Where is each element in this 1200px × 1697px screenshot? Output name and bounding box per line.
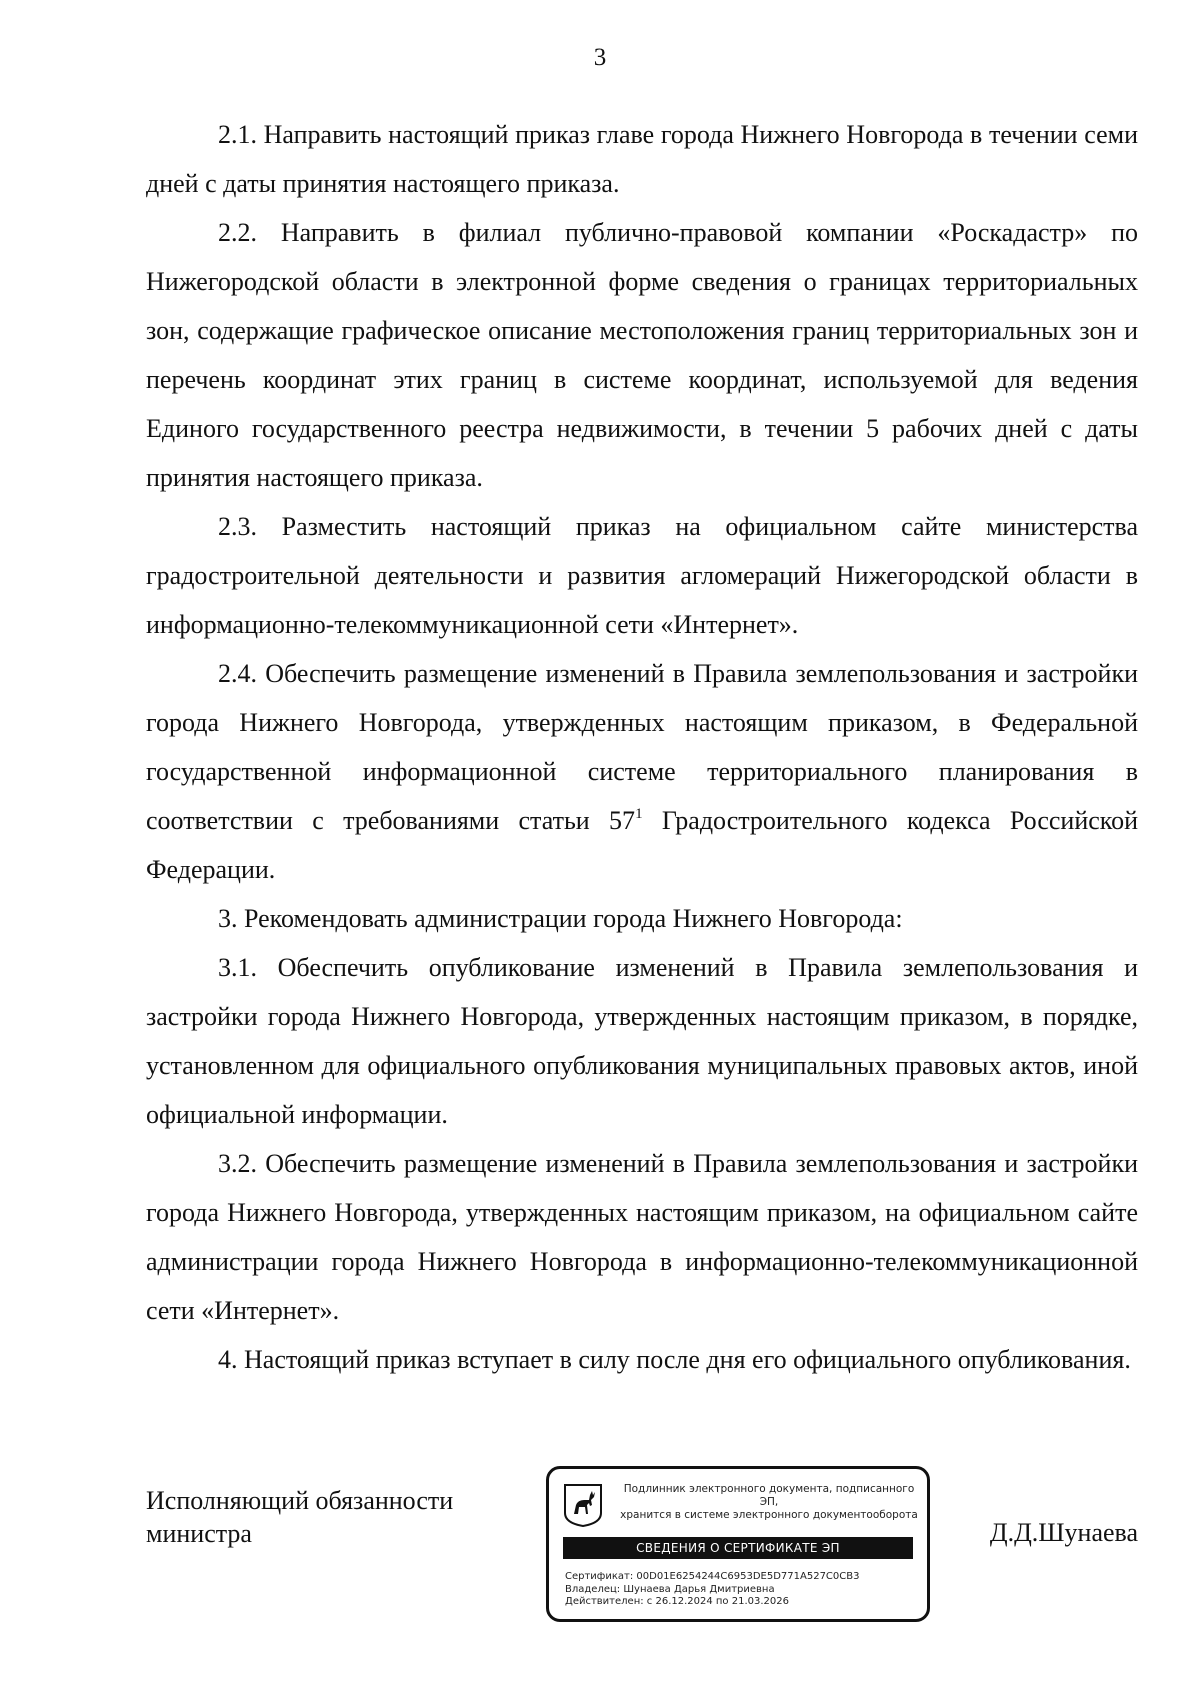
paragraph-2-1: 2.1. Направить настоящий приказ главе города Нижнего Новгорода в течении семи дней с даты принятия настоящего приказа. xyxy=(146,120,1138,198)
paragraph-2-4-text: 2.4. Обеспечить размещение изменений в Правила землепользования и застройки города Нижнего Новгорода, утвержденных настоящим приказом, в Федеральной государственной информационной системе территориального планирования в соответствии с требованиями статьи 57 xyxy=(146,659,1138,835)
stamp-certificate-header: СВЕДЕНИЯ О СЕРТИФИКАТЕ ЭП xyxy=(563,1537,913,1559)
signer-position-line2: министра xyxy=(146,1519,252,1548)
paragraph-3-1: 3.1. Обеспечить опубликование изменений в Правила землепользования и застройки города Нижнего Новгорода, утвержденных настоящим приказом, в порядке, установленном для официального опубликования муниципальных правовых актов, иной официальной информации. xyxy=(146,953,1138,1129)
stamp-details xyxy=(565,1571,859,1609)
paragraph-2-3: 2.3. Разместить настоящий приказ на официальном сайте министерства градостроительной деятельности и развития агломераций Нижегородской области в информационно-телекоммуникационной сети «Интернет». xyxy=(146,512,1138,639)
document-body xyxy=(146,110,1138,1384)
paragraph-2-4-text-end: Градостроительного кодекса Российской Федерации. xyxy=(146,806,1138,884)
signer-position-line1: Исполняющий обязанности xyxy=(146,1486,454,1515)
certificate-owner: Владелец: Шунаева Дарья Дмитриевна xyxy=(565,1583,775,1595)
superscript-one: 1 xyxy=(635,806,643,822)
deer-emblem-icon xyxy=(563,1483,603,1527)
electronic-signature-stamp xyxy=(546,1466,930,1622)
paragraph-2-4 xyxy=(146,649,1138,894)
paragraph-4: 4. Настоящий приказ вступает в силу после дня его официального опубликования. xyxy=(218,1345,1131,1374)
stamp-note-line1: Подлинник электронного документа, подписанного ЭП, xyxy=(623,1483,915,1508)
certificate-validity: Действителен: с 26.12.2024 по 21.03.2026 xyxy=(565,1596,789,1607)
paragraph-2-2: 2.2. Направить в филиал публично-правовой компании «Роскадастр» по Нижегородской области в электронной форме сведения о границах территориальных зон, содержащие графическое описание местоположения границ территориальных зон и перечень координат этих границ в системе координат, используемой для ведения Единого государственного реестра недвижимости, в течении 5 рабочих дней с даты принятия настоящего приказа. xyxy=(146,218,1138,492)
page-number: 3 xyxy=(593,44,607,71)
paragraph-3-2: 3.2. Обеспечить размещение изменений в Правила землепользования и застройки города Нижнего Новгорода, утвержденных настоящим приказом, на официальном сайте администрации города Нижнего Новгорода в информационно-телекоммуникационной сети «Интернет». xyxy=(146,1149,1138,1325)
stamp-note xyxy=(613,1483,925,1522)
signer-name: Д.Д.Шунаева xyxy=(989,1518,1138,1547)
stamp-note-line2: хранится в системе электронного документооборота xyxy=(620,1509,918,1521)
paragraph-3: 3. Рекомендовать администрации города Нижнего Новгорода: xyxy=(218,904,903,933)
certificate-number: Сертификат: 00D01E6254244C6953DE5D771A527C0CB3 xyxy=(565,1571,860,1582)
signer-position xyxy=(146,1484,453,1550)
